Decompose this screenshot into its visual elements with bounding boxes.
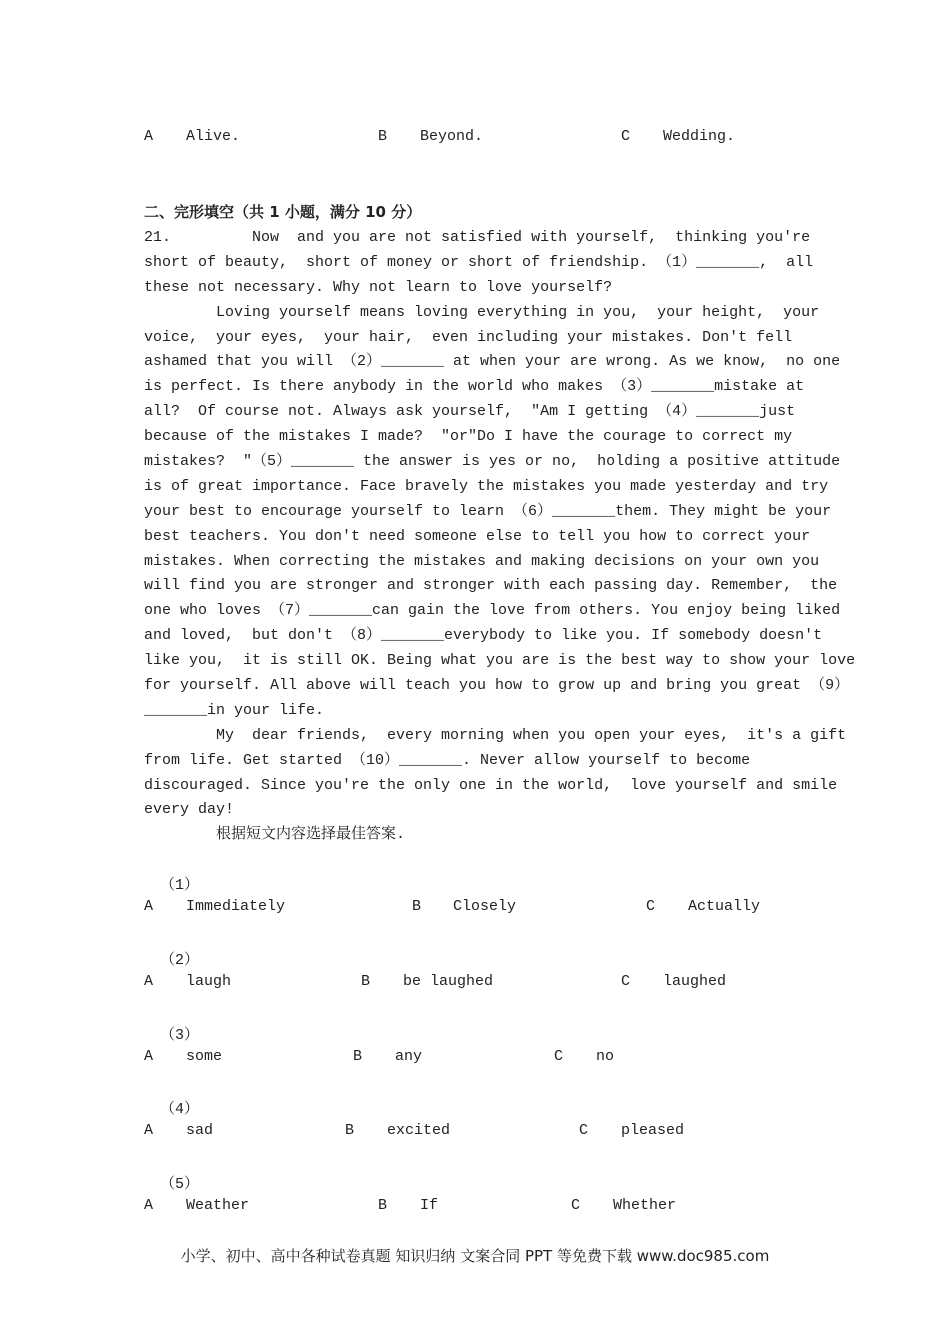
option-b-letter: B bbox=[412, 898, 422, 915]
option-a-text: Alive. bbox=[186, 128, 241, 145]
question-number: （2） bbox=[160, 952, 200, 969]
option-c-text: pleased bbox=[621, 1122, 685, 1139]
option-a-letter: A bbox=[144, 1122, 154, 1139]
passage-line: voice, your eyes, your hair, even including your mistakes. Don't fell bbox=[144, 328, 793, 346]
option-b-text: any bbox=[395, 1048, 423, 1065]
option-a-letter: A bbox=[144, 898, 154, 915]
passage-line: every day! bbox=[144, 801, 235, 819]
passage-line: is of great importance. Face bravely the mistakes you made yesterday and try bbox=[144, 477, 829, 495]
passage-line: all? Of course not. Always ask yourself, "Am I getting （4）_______just bbox=[144, 403, 796, 421]
passage-line: mistakes. When correcting the mistakes and making decisions on your own you bbox=[144, 552, 820, 570]
passage-line: from life. Get started （10）_______. Never allow yourself to become bbox=[144, 751, 751, 769]
option-b-text: Beyond. bbox=[420, 128, 484, 145]
question-number: （1） bbox=[160, 877, 200, 894]
option-a-text: laugh bbox=[186, 973, 232, 990]
passage-line: because of the mistakes I made? "or"Do I have the courage to correct my bbox=[144, 428, 793, 446]
passage-line: and loved, but don't （8）_______everybody to like you. If somebody doesn't bbox=[144, 627, 823, 645]
option-a-text: Immediately bbox=[186, 898, 286, 915]
option-c-text: laughed bbox=[663, 973, 727, 990]
option-c-letter: C bbox=[646, 898, 656, 915]
passage-line: best teachers. You don't need someone else to tell you how to correct your bbox=[144, 527, 811, 545]
option-c-letter: C bbox=[621, 128, 631, 145]
passage-line: Loving yourself means loving everything in you, your height, your bbox=[144, 303, 820, 321]
question-number: （4） bbox=[160, 1101, 200, 1118]
page-footer: 小学、初中、高中各种试卷真题 知识归纳 文案合同 PPT 等免费下载 www.doc985.com bbox=[180, 1247, 770, 1265]
passage-line: My dear friends, every morning when you open your eyes, it's a gift bbox=[144, 726, 847, 744]
option-c-letter: C bbox=[621, 973, 631, 990]
option-b-letter: B bbox=[345, 1122, 355, 1139]
option-a-letter: A bbox=[144, 973, 154, 990]
option-b-text: If bbox=[420, 1197, 439, 1214]
option-c-text: no bbox=[596, 1048, 615, 1065]
option-a-text: Weather bbox=[186, 1197, 250, 1214]
question-number: （5） bbox=[160, 1176, 200, 1193]
passage-line: your best to encourage yourself to learn （6）_______them. They might be your bbox=[144, 502, 832, 520]
option-b-letter: B bbox=[353, 1048, 363, 1065]
option-a-text: some bbox=[186, 1048, 223, 1065]
passage-line: discouraged. Since you're the only one in the world, love yourself and smile bbox=[144, 776, 838, 794]
section-title: 二、完形填空（共 1 小题，满分 10 分） bbox=[144, 203, 422, 221]
passage-line: 根据短文内容选择最佳答案. bbox=[144, 826, 406, 844]
option-c-letter: C bbox=[571, 1197, 581, 1214]
passage-line: short of beauty, short of money or short of friendship. （1）_______, all bbox=[144, 253, 814, 271]
option-b-text: excited bbox=[387, 1122, 451, 1139]
passage-line: mistakes? "（5）_______ the answer is yes or no, holding a positive attitude bbox=[144, 453, 841, 471]
passage-line: ashamed that you will （2）_______ at when your are wrong. As we know, no one bbox=[144, 353, 841, 371]
passage-line: is perfect. Is there anybody in the world who makes （3）_______mistake at bbox=[144, 378, 805, 396]
option-a-letter: A bbox=[144, 1197, 154, 1214]
passage-line: for yourself. All above will teach you how to grow up and bring you great （9） bbox=[144, 677, 850, 695]
option-c-text: Whether bbox=[613, 1197, 677, 1214]
option-c-text: Wedding. bbox=[663, 128, 736, 145]
passage-line: will find you are stronger and stronger with each passing day. Remember, the bbox=[144, 577, 838, 595]
option-b-text: Closely bbox=[453, 898, 517, 915]
passage-line: one who loves （7）_______can gain the love from others. You enjoy being liked bbox=[144, 602, 841, 620]
passage-line: _______in your life. bbox=[144, 701, 325, 719]
passage-line: these not necessary. Why not learn to love yourself? bbox=[144, 278, 613, 296]
option-c-letter: C bbox=[554, 1048, 564, 1065]
option-a-text: sad bbox=[186, 1122, 214, 1139]
option-b-text: be laughed bbox=[403, 973, 494, 990]
option-a-letter: A bbox=[144, 128, 154, 145]
option-b-letter: B bbox=[378, 128, 388, 145]
option-c-text: Actually bbox=[688, 898, 761, 915]
passage-line: 21. Now and you are not satisfied with yourself, thinking you're bbox=[144, 229, 811, 246]
option-b-letter: B bbox=[378, 1197, 388, 1214]
option-c-letter: C bbox=[579, 1122, 589, 1139]
passage-line: like you, it is still OK. Being what you are is the best way to show your love bbox=[144, 652, 856, 670]
question-number: （3） bbox=[160, 1027, 200, 1044]
cloze-passage bbox=[144, 226, 855, 848]
option-b-letter: B bbox=[361, 973, 371, 990]
option-a-letter: A bbox=[144, 1048, 154, 1065]
